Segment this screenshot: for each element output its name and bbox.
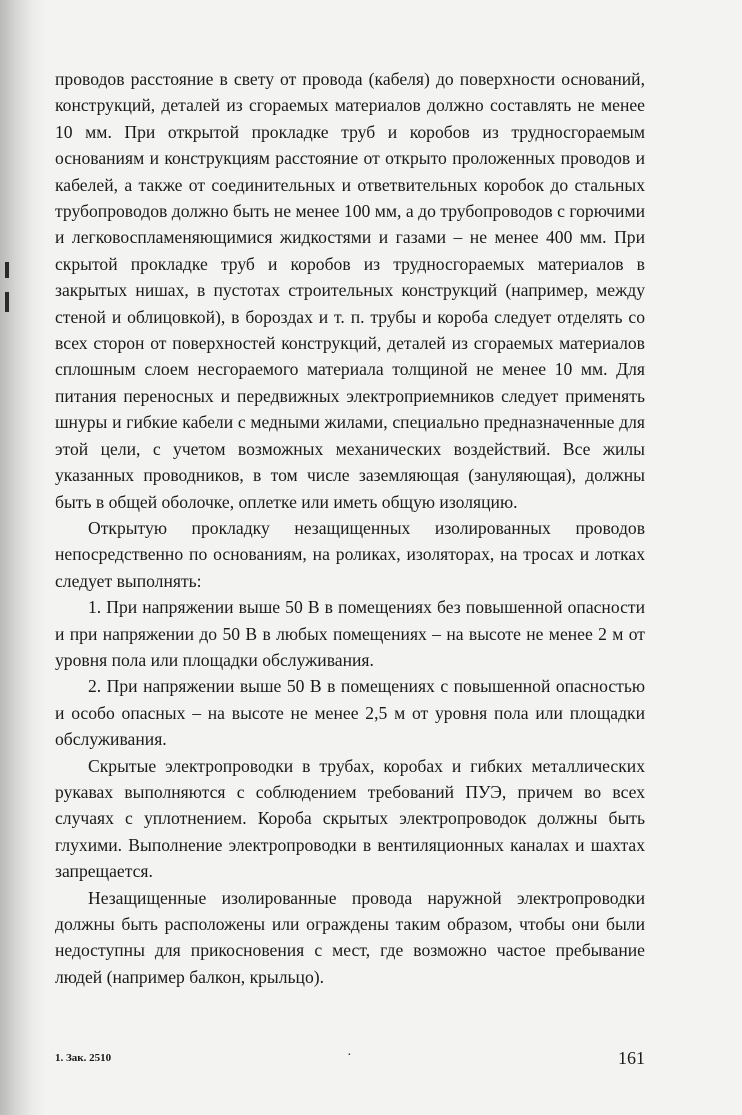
paragraph-open-wiring: Открытую прокладку незащищенных изолированных проводов непосредственно по основаниям, на роликах, изоляторах, на тросах и лотках следует выполнять: xyxy=(55,517,645,591)
page-number: 161 xyxy=(618,1048,645,1068)
footer-dot: · xyxy=(347,1048,352,1063)
page-footer xyxy=(55,1048,645,1072)
margin-mark xyxy=(5,262,9,278)
book-spine-shadow xyxy=(0,0,46,1115)
page-body xyxy=(55,66,645,990)
printer-signature: 1. Зак. 2510 xyxy=(55,1052,112,1064)
list-item-2: 2. При напряжении выше 50 В в помещениях с повышенной опасностью и особо опасных – на высоте не менее 2,5 м от уровня пола или площадки обслуживания. xyxy=(55,676,645,750)
paragraph-hidden-wiring: Скрытые электропроводки в трубах, коробах и гибких металлических рукавах выполняются с соблюдением требований ПУЭ, причем во всех случаях с уплотнением. Короба скрытых электропроводок должны быть глухими. Выполнение электропроводки в вентиляционных каналах и шахтах запрещается. xyxy=(55,755,645,882)
list-item-1: 1. При напряжении выше 50 В в помещениях без повышенной опасности и при напряжении до 50 В в любых помещениях – на высоте не менее 2 м от уровня пола или площадки обслуживания. xyxy=(55,597,645,670)
paragraph-outdoor-wiring: Незащищенные изолированные провода наружной электропроводки должны быть расположены или ограждены таким образом, чтобы они были недоступны для прикосновения с мест, где возможно частое пребывание людей (например балкон, крыльцо). xyxy=(55,887,645,987)
margin-mark xyxy=(5,292,9,312)
paragraph-continuation: проводов расстояние в свету от провода (кабеля) до поверхности оснований, конструкций, деталей из сгораемых материалов должно составлять не менее 10 мм. При открытой прокладке труб и коробов из трудносгораемым основаниям и конструкциям расстояние от открыто проложенных проводов и кабелей, а также от соединительных и ответвительных коробок до стальных трубопроводов должно быть не менее 100 мм, а до трубопроводов с горючими и легковоспламеняющимися жидкостями и газами – не менее 400 мм. При скрытой прокладке труб и коробов из трудносгораемых материалов в закрытых нишах, в пустотах строительных конструкций (например, между стеной и облицовкой), в бороздах и т. п. трубы и короба следует отделять со всех сторон от поверхностей конструкций, деталей из сгораемых материалов сплошным слоем несгораемого материала толщиной не менее 10 мм. Для питания переносных и передвижных электроприемников следует применять шнуры и гибкие кабели с медными жилами, специально предназначенные для этой цели, с учетом возможных механических воздействий. Все жилы указанных проводников, в том числе заземляющая (зануляющая), должны быть в общей оболочке, оплетке или иметь общую изоляцию. xyxy=(55,69,645,512)
